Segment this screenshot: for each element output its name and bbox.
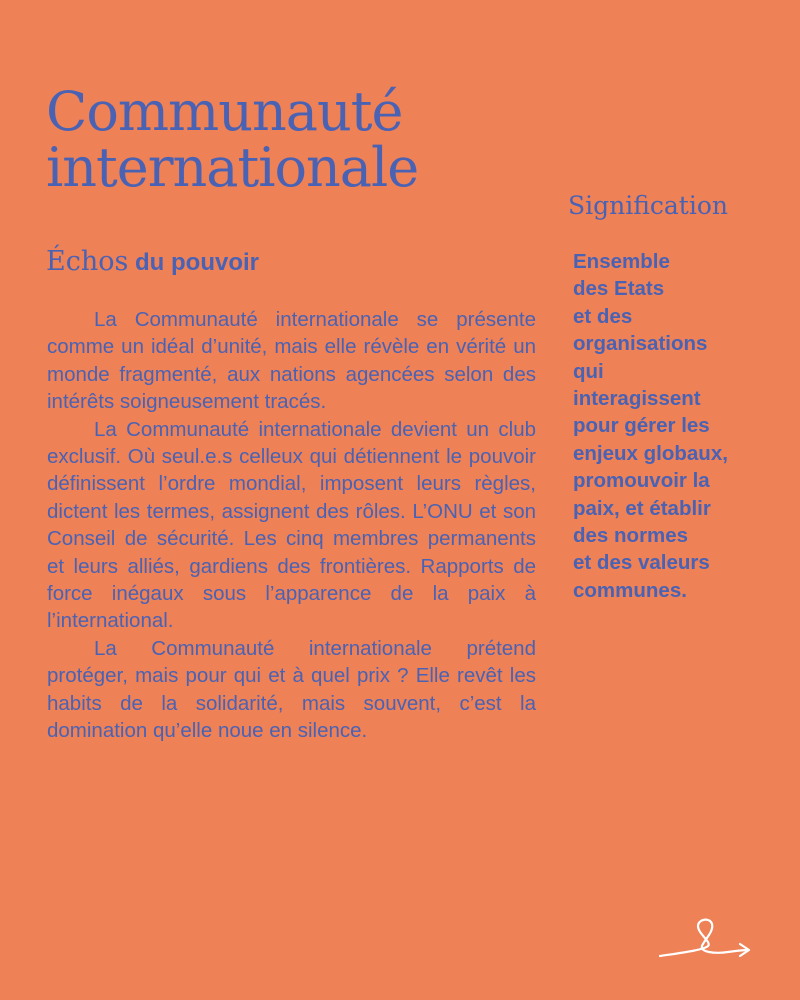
definition-text [573,248,783,604]
definition-line: des Etats [573,277,665,301]
article-paragraph: La Communauté internationale devient un club exclusif. Où seul.e.s celleux qui détiennent le pouvoir définissent l’ordre mondial, imposent leurs règles, dictent les termes, assignent des rôles. L’ONU et son Conseil de sécurité. Les cinq membres permanents et leurs alliés, gardiens des frontières. Rapports de force inégaux sous l’apparence de la paix à l’international. [47,417,536,633]
subtitle-light: Échos [46,246,129,277]
subtitle-bold: du pouvoir [128,249,259,276]
definition-line: qui [573,359,604,383]
definition-line: et des valeurs [573,551,710,575]
definition-line: promouvoir la [573,469,710,493]
definition-line: pour gérer les [573,414,710,438]
swirl-arrow-icon [656,912,756,966]
definition-line: interagissent [573,387,701,411]
article-paragraph: La Communauté internationale prétend protéger, mais pour qui et à quel prix ? Elle revêt les habits de la solidarité, mais souvent, c’est la domination qu’elle noue en silence. [47,636,536,743]
definition-line: enjeux globaux, [573,441,728,465]
definition-line: organisations [573,332,708,356]
definition-line: des normes [573,524,689,548]
definition-line: communes. [573,578,687,602]
definition-heading: Signification [568,191,728,220]
definition-line: Ensemble [573,250,670,273]
article-paragraph: La Communauté internationale se présente comme un idéal d’unité, mais elle révèle en vérité un monde fragmenté, aux nations agencées selon des intérêts soigneusement tracés. [47,308,536,414]
subtitle [46,244,259,280]
page-title: Communauté internationale [46,80,419,199]
article-body [47,306,536,745]
definition-line: et des [573,304,633,328]
definition-line: paix, et établir [573,496,711,520]
